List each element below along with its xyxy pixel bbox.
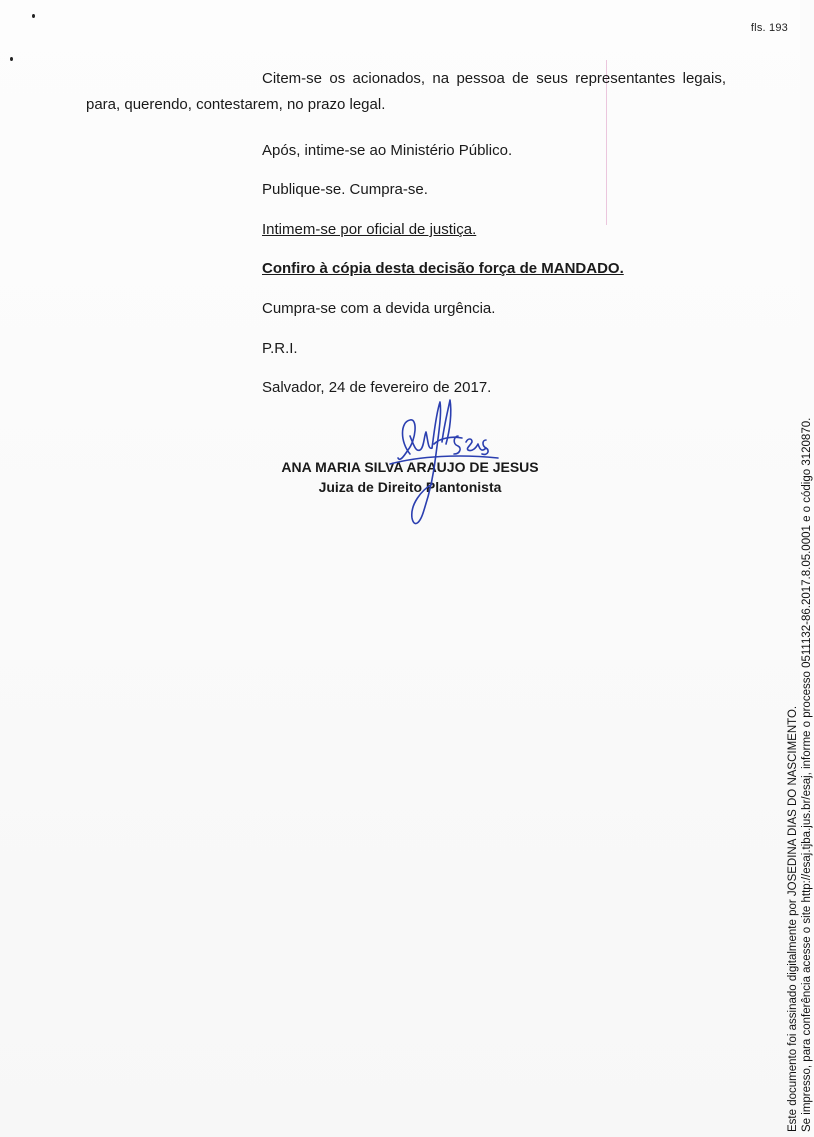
signatory-title: Juiza de Direito Plantonista [318,479,502,495]
digital-signature-line-1: Este documento foi assinado digitalmente por JOSEDINA DIAS DO NASCIMENTO. [787,705,799,1132]
handwritten-signature [370,392,510,532]
scan-speck [32,14,35,18]
page-number: fls. 193 [750,22,788,34]
paragraph-citation: Citem-se os acionados, na pessoa de seus representantes legais, para, querendo, contestarem, no prazo legal. [86,70,726,113]
paragraph-intimem: Intimem-se por oficial de justiça. [262,221,477,238]
digital-signature-note [786,418,814,1132]
paragraph-pri: P.R.I. [262,340,298,357]
paragraph-ministerio: Após, intime-se ao Ministério Público. [262,142,513,159]
paragraph-mandado: Confiro à cópia desta decisão força de MANDADO. [262,260,624,277]
paragraph-date: Salvador, 24 de fevereiro de 2017. [262,379,492,396]
paragraph-urgencia: Cumpra-se com a devida urgência. [262,300,496,317]
digital-signature-line-2: Se impresso, para conferência acesse o site http://esaj.tjba.jus.br/esaj, informe o processo 0511132-86.2017.8.05.0001 e o código 3120870. [801,417,813,1132]
paragraph-publique: Publique-se. Cumpra-se. [262,181,428,198]
scan-speck [10,57,13,61]
signatory-name: ANA MARIA SILVA ARAUJO DE JESUS [281,459,539,475]
